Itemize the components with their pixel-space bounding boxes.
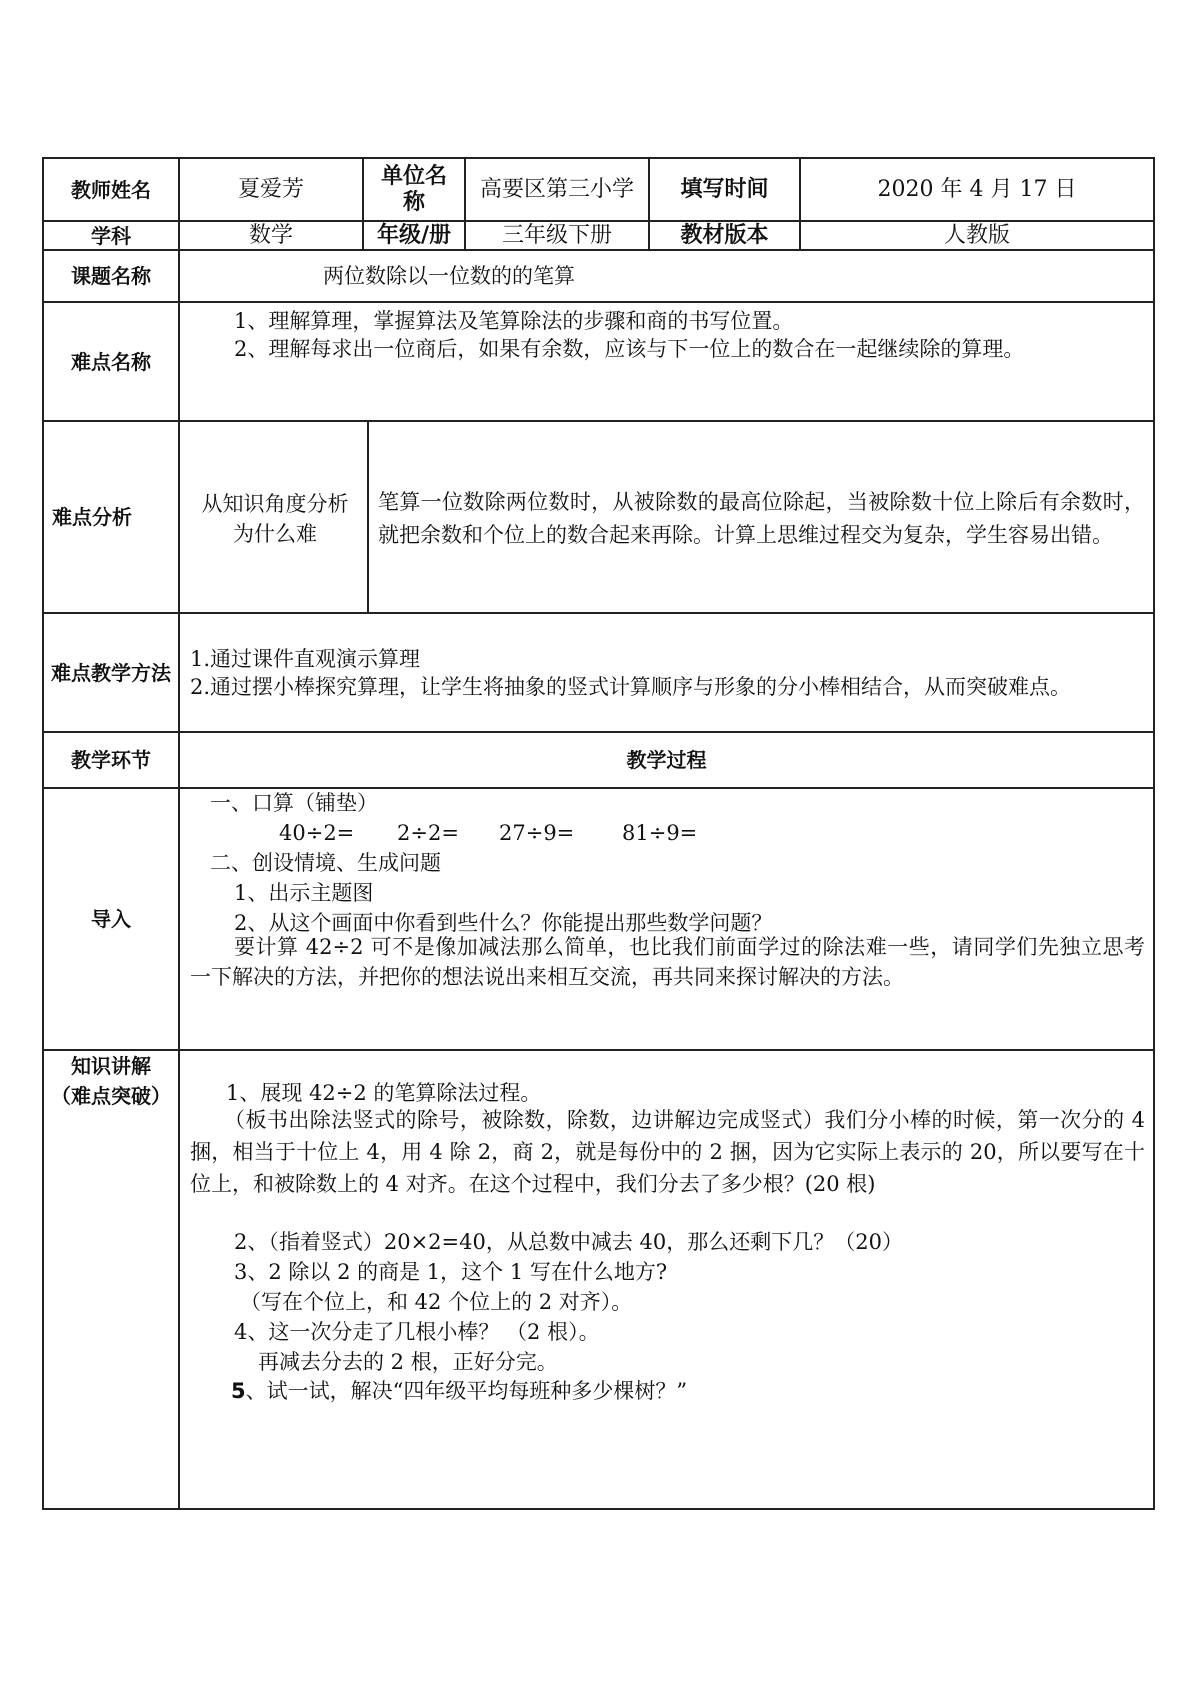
- column-divider: [178, 157, 180, 1510]
- intro-line: 2、从这个画面中你看到些什么？你能提出那些数学问题？: [234, 911, 773, 935]
- intro-calc: 2÷2=: [397, 821, 459, 845]
- fill-time-value: 2020 年 4 月 17 日: [877, 176, 1077, 202]
- topic-value: 两位数除以一位数的的笔算: [323, 264, 575, 288]
- row-divider: [42, 420, 1155, 422]
- method-point-2: 2.通过摆小棒探究算理，让学生将抽象的竖式计算顺序与形象的分小棒相结合，从而突破难点。: [190, 675, 1072, 699]
- analysis-text: 笔算一位数除两位数时，从被除数的最高位除起，当被除数十位上除后有余数时，就把余数和个位上的数合起来再除。计算上思维过程交为复杂，学生容易出错。: [378, 490, 1145, 547]
- method-point-1: 1.通过课件直观演示算理: [190, 647, 421, 671]
- row-divider: [42, 612, 1155, 614]
- knowledge-line: 2、（指着竖式）20×2=40，从总数中减去 40，那么还剩下几？（20）: [234, 1230, 903, 1254]
- fill-time-label: 填写时间: [680, 176, 769, 202]
- edition-label: 教材版本: [680, 222, 769, 248]
- teacher-name-label: 教师姓名: [71, 177, 151, 202]
- difficulty-point-1: 1、理解算理，掌握算法及笔算除法的步骤和商的书写位置。: [234, 309, 794, 333]
- analysis-sub-label: 从知识角度分析为什么难: [201, 492, 349, 546]
- knowledge-step-text: 、试一试，解决“四年级平均每班种多少棵树？”: [245, 1379, 688, 1403]
- row-divider: [42, 301, 1155, 303]
- teacher-name-value: 夏爱芳: [237, 176, 304, 202]
- analysis-label: 难点分析: [52, 505, 132, 529]
- method-label: 难点教学方法: [51, 660, 171, 685]
- intro-line: 1、出示主题图: [234, 881, 374, 905]
- intro-line: 二、创设情境、生成问题: [210, 851, 441, 875]
- knowledge-line: 1、展现 42÷2 的笔算除法过程。: [226, 1081, 542, 1105]
- knowledge-sub-label: （难点突破）: [51, 1084, 171, 1108]
- knowledge-step-number: 5: [231, 1379, 246, 1403]
- unit-name-label: 单位名称: [380, 163, 447, 215]
- intro-calc: 40÷2=: [279, 821, 355, 845]
- subject-label: 学科: [91, 223, 131, 248]
- knowledge-line: [231, 1376, 687, 1407]
- stage-header: 教学环节: [71, 748, 151, 772]
- grade-label: 年级/册: [376, 222, 452, 248]
- grade-value: 三年级下册: [501, 222, 612, 248]
- knowledge-line: 4、这一次分走了几根小棒？ （2 根）。: [234, 1320, 600, 1344]
- intro-calc: 27÷9=: [499, 821, 575, 845]
- column-divider: [367, 420, 369, 614]
- knowledge-label: 知识讲解: [71, 1054, 151, 1078]
- intro-line: 一、口算（铺垫）: [210, 791, 378, 815]
- knowledge-line: （写在个位上，和 42 个位上的 2 对齐）。: [240, 1290, 633, 1314]
- intro-paragraph: 要计算 42÷2 可不是像加减法那么简单，也比我们前面学过的除法难一些，请同学们先独立思考一下解决的方法，并把你的想法说出来相互交流，再共同来探讨解决的方法。: [190, 935, 1145, 989]
- difficulty-label: 难点名称: [71, 349, 151, 374]
- process-header: 教学过程: [626, 748, 707, 772]
- topic-label: 课题名称: [71, 264, 151, 288]
- difficulty-point-2: 2、理解每求出一位商后，如果有余数，应该与下一位上的数合在一起继续除的算理。: [234, 337, 1025, 361]
- row-divider: [42, 1049, 1155, 1051]
- row-divider: [42, 787, 1155, 789]
- edition-value: 人教版: [943, 222, 1010, 248]
- knowledge-paragraph: （板书出除法竖式的除号，被除数，除数，边讲解边完成竖式）我们分小棒的时候，第一次分的 4 捆，相当于十位上 4，用 4 除 2，商 2，就是每份中的 2 捆，因为它实际上表示的 20，所以要写在十位上，和被除数上的 4 对齐。在这个过程中，我们分去了多少根？(20 根): [190, 1108, 1145, 1196]
- knowledge-line: 3、2 除以 2 的商是 1，这个 1 写在什么地方?: [234, 1260, 668, 1284]
- knowledge-line: 再减去分去的 2 根，正好分完。: [258, 1350, 558, 1374]
- unit-name-value: 高要区第三小学: [479, 176, 634, 202]
- intro-label: 导入: [91, 907, 131, 931]
- subject-value: 数学: [248, 222, 293, 248]
- intro-calc: 81÷9=: [622, 821, 698, 845]
